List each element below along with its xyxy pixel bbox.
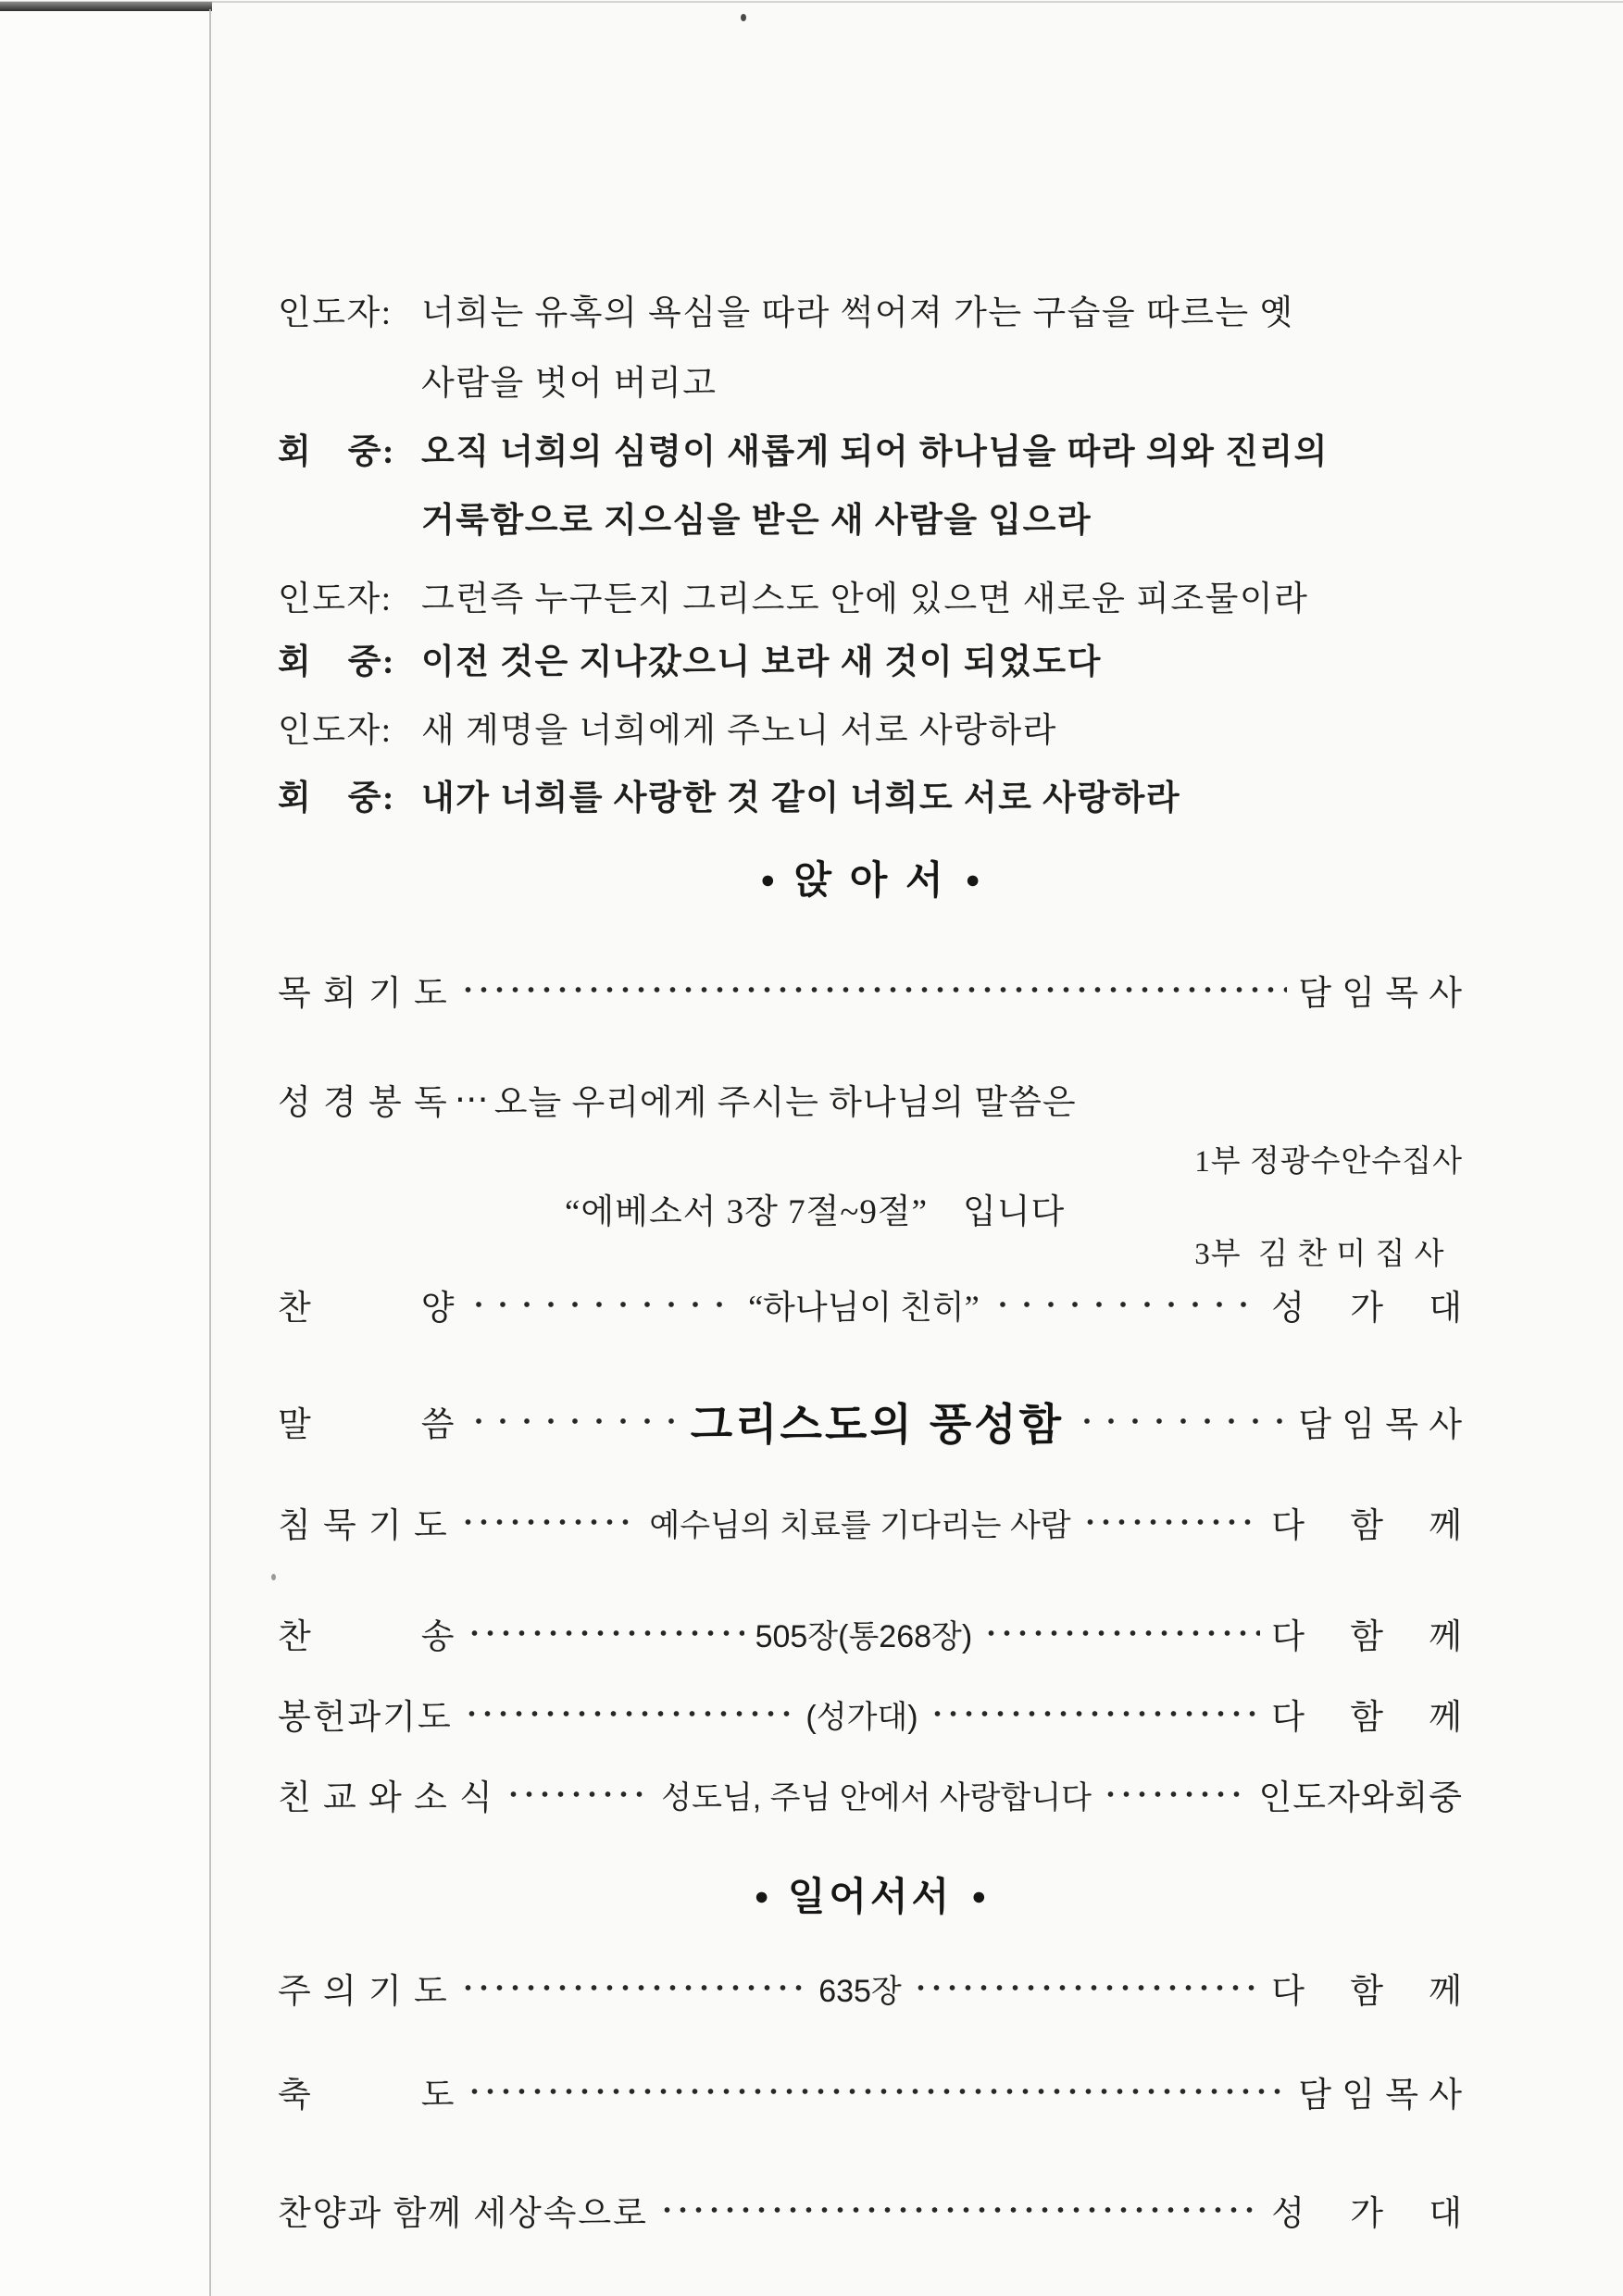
program-item-label: 성 경 봉 독 — [278, 1084, 449, 1122]
scripture-intro-text: 오늘 우리에게 주시는 하나님의 말씀은 — [493, 1084, 1077, 1122]
dotted-leader — [930, 1710, 1261, 1717]
program-item-label: 찬양과 함께 세상속으로 — [278, 2195, 648, 2233]
speaker-label: 회 중: — [278, 433, 395, 471]
program-item-right: 다 함 께 — [1271, 1699, 1464, 1737]
reading-text: 오직 너희의 심령이 새롭게 되어 하나님을 따라 의와 진리의 — [421, 433, 1329, 471]
section-header-standing — [278, 1866, 1463, 1922]
reading-text: 이전 것은 지나갔으니 보라 새 것이 되었도다 — [421, 643, 1102, 681]
responsive-reading-line — [278, 431, 1463, 474]
anthem-title: “하나님이 친히” — [748, 1288, 980, 1326]
dotted-leader — [1075, 1417, 1287, 1425]
speaker-label — [278, 363, 421, 406]
dotted-leader — [460, 1984, 807, 1991]
reading-text: 너희는 유혹의 욕심을 따라 썩어져 가는 구습을 따르는 옛 — [421, 294, 1294, 332]
dotted-leader — [460, 1518, 639, 1526]
program-item-label: 침 묵 기 도 — [278, 1507, 449, 1545]
lords-prayer-hymn-number: 635장 — [818, 1973, 902, 2009]
responsive-reading-line — [278, 363, 1463, 406]
dotted-leader — [467, 1629, 743, 1637]
reader-line: 3부 김 찬 미 집 사 — [1194, 1238, 1445, 1271]
dotted-leader — [467, 2088, 1287, 2095]
reading-text: 그런즉 누구든지 그리스도 안에 있으면 새로운 피조물이라 — [421, 580, 1309, 618]
program-item-right: 다 함 께 — [1271, 1618, 1464, 1656]
program-item-label: 찬 양 — [278, 1290, 456, 1328]
scripture-passage: “에베소서 3장 7절~9절” 입니다 — [565, 1193, 1066, 1231]
responsive-reading-line — [278, 642, 1463, 684]
dotted-leader — [983, 1629, 1260, 1637]
dotted-leader — [913, 1984, 1260, 1991]
hymn-number: 505장(통268장) — [755, 1618, 973, 1654]
speaker-label: 인도자: — [278, 580, 393, 618]
program-row-lords-prayer — [278, 1965, 1463, 2010]
scripture-passage-row — [278, 1145, 1463, 1271]
dotted-leader — [1082, 1518, 1261, 1526]
dotted-leader — [659, 2206, 1260, 2214]
reader-line: 1부 정광수안수집사 — [1194, 1145, 1463, 1179]
program-item-right: 다 함 께 — [1271, 1973, 1463, 2011]
speaker-label: 인도자: — [278, 294, 393, 332]
program-row-fellowship — [278, 1772, 1463, 1816]
reading-text: 내가 너희를 사랑한 것 같이 너희도 서로 사랑하라 — [421, 780, 1181, 817]
mini-dotted-leader: ⋯ — [454, 1080, 489, 1118]
speaker-label: 회 중: — [278, 780, 395, 817]
scan-left-margin — [0, 0, 211, 2296]
program-item-label: 축 도 — [278, 2077, 456, 2115]
speaker-label — [278, 500, 421, 543]
responsive-reading-line — [278, 500, 1463, 543]
section-title: 앉 아 서 — [793, 858, 947, 902]
program-row-benediction — [278, 2069, 1463, 2114]
program-item-label: 찬 송 — [278, 1618, 456, 1656]
responsive-reading-line — [278, 778, 1463, 820]
page-fold-edge-line — [209, 9, 211, 2296]
program-row-silent-prayer — [278, 1500, 1463, 1544]
program-item-right: 담 임 목 사 — [1298, 1406, 1464, 1444]
sermon-title: 그리스도의 풍성함 — [690, 1399, 1065, 1449]
dotted-leader — [467, 1301, 737, 1308]
fellowship-message: 성도님, 주님 안에서 사랑합니다 — [661, 1779, 1092, 1816]
program-row-anthem — [278, 1282, 1463, 1327]
program-item-right: 담 임 목 사 — [1298, 975, 1463, 1013]
bulletin-content — [278, 0, 1463, 2296]
scan-speck — [271, 1574, 276, 1580]
reading-text: 사람을 벗어 버리고 — [421, 365, 718, 403]
program-item-label: 목 회 기 도 — [278, 975, 449, 1013]
program-item-right: 담 임 목 사 — [1298, 2077, 1463, 2115]
program-row-offering — [278, 1691, 1463, 1736]
responsive-reading-line — [278, 710, 1463, 753]
program-item-label: 말 씀 — [278, 1406, 456, 1444]
dotted-leader — [991, 1301, 1261, 1308]
dotted-leader — [1103, 1791, 1248, 1798]
reading-text: 거룩함으로 지으심을 받은 새 사람을 입으라 — [421, 502, 1092, 540]
program-item-label: 친 교 와 소 식 — [278, 1779, 494, 1817]
dotted-leader — [506, 1791, 651, 1798]
section-header-seated — [278, 850, 1463, 905]
program-row-sermon — [278, 1393, 1463, 1449]
program-item-right: 다 함 께 — [1271, 1507, 1464, 1545]
section-title: 일어서서 — [787, 1875, 954, 1918]
speaker-label: 인도자: — [278, 712, 393, 750]
speaker-label: 회 중: — [278, 643, 395, 681]
program-row-sending-praise — [278, 2188, 1463, 2232]
program-item-right: 성 가 대 — [1271, 2195, 1463, 2233]
dotted-leader — [464, 1710, 795, 1717]
program-row-hymn — [278, 1611, 1463, 1655]
program-item-label: 봉헌과기도 — [278, 1699, 453, 1737]
responsive-reading-line — [278, 579, 1463, 621]
responsive-reading-line — [278, 293, 1463, 335]
reading-text: 새 계명을 너희에게 주노니 서로 사랑하라 — [421, 712, 1057, 750]
program-row-pastoral-prayer — [278, 967, 1463, 1012]
bullet-icon: ● — [971, 1882, 987, 1910]
scan-dark-corner-bar — [0, 2, 212, 11]
offering-performer: (성가대) — [805, 1699, 918, 1735]
silent-prayer-theme: 예수님의 치료를 기다리는 사람 — [649, 1507, 1071, 1543]
bullet-icon: ● — [754, 1882, 769, 1910]
program-item-label: 주 의 기 도 — [278, 1973, 449, 2011]
program-item-right: 인도자와회중 — [1258, 1779, 1463, 1817]
bullet-icon: ● — [965, 866, 980, 893]
bullet-icon: ● — [760, 866, 776, 893]
program-item-right: 성 가 대 — [1271, 1290, 1463, 1328]
dotted-leader — [467, 1417, 679, 1425]
dotted-leader — [460, 986, 1288, 993]
